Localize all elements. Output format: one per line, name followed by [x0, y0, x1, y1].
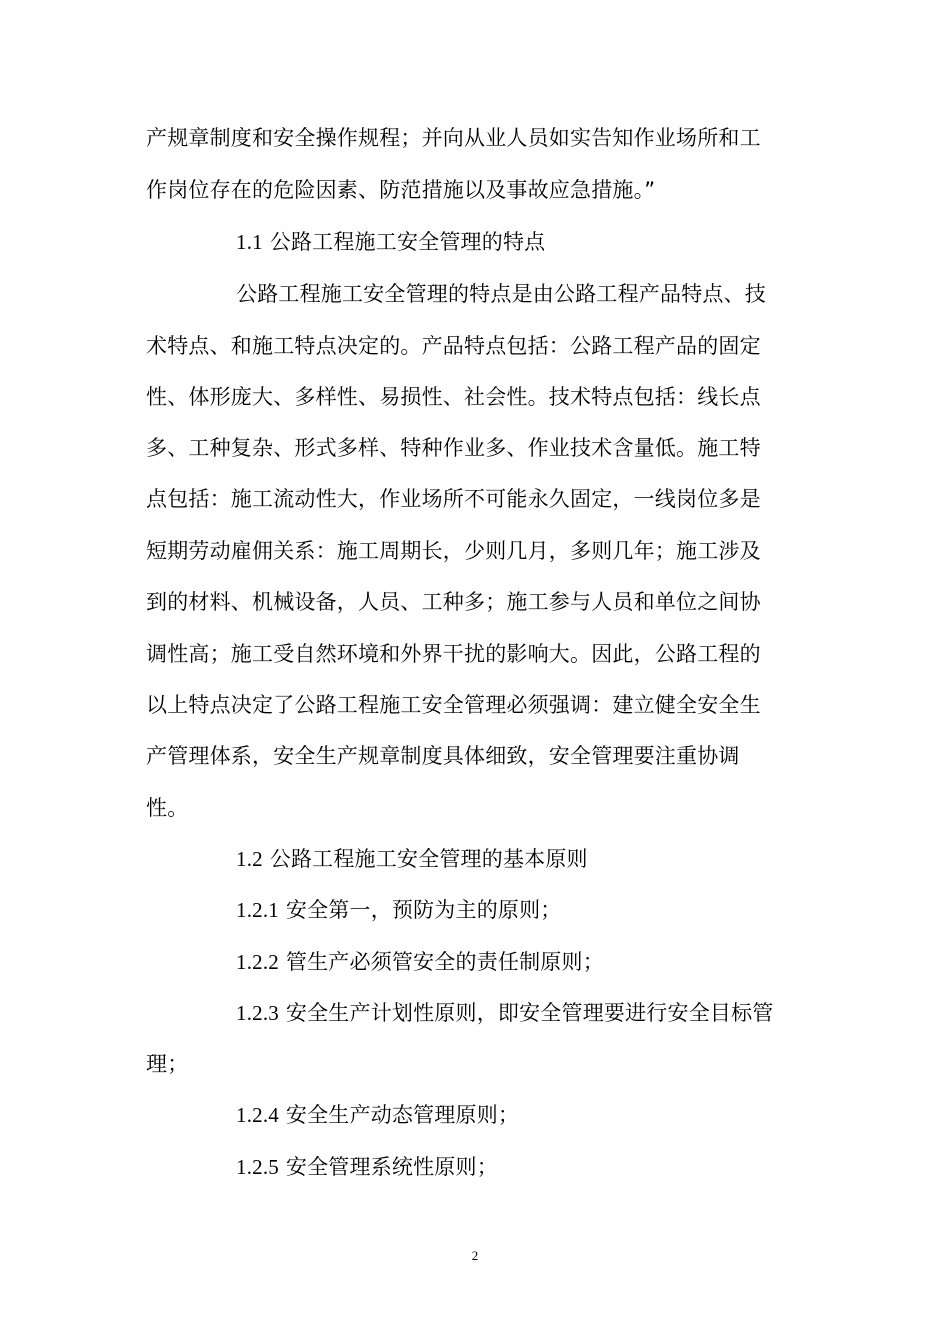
section-number: 1.1: [236, 230, 263, 254]
principle-text: 安全第一，预防为主的原则；: [285, 898, 562, 922]
page-number: 2: [471, 1248, 479, 1263]
section-number: 1.2.4: [236, 1103, 279, 1127]
principle-1-2-3: [236, 999, 774, 1027]
body-text-line: 短期劳动雇佣关系：施工周期长，少则几月，多则几年；施工涉及: [146, 539, 761, 563]
section-heading-1-1: [236, 228, 545, 256]
body-text-line: 点包括：施工流动性大，作业场所不可能永久固定，一线岗位多是: [146, 487, 761, 511]
principle-1-2-4: [236, 1101, 519, 1129]
body-text-line: 术特点、和施工特点决定的。产品特点包括：公路工程产品的固定: [146, 334, 761, 358]
principle-text: 安全生产动态管理原则；: [285, 1103, 520, 1127]
body-text-line: 性。: [146, 796, 189, 820]
body-text-line: 产规章制度和安全操作规程；并向从业人员如实告知作业场所和工: [146, 126, 761, 150]
principle-1-2-2: [236, 948, 604, 976]
body-text-line: 产管理体系，安全生产规章制度具体细致，安全管理要注重协调: [146, 744, 740, 768]
principle-text: 安全管理系统性原则；: [285, 1155, 498, 1179]
principle-1-2-1: [236, 896, 562, 924]
section-title: 公路工程施工安全管理的基本原则: [269, 847, 588, 871]
section-number: 1.2.2: [236, 950, 279, 974]
body-text-line: 公路工程施工安全管理的特点是由公路工程产品特点、技: [236, 282, 766, 306]
section-number: 1.2.3: [236, 1001, 279, 1025]
body-text-line: 作岗位存在的危险因素、防范措施以及事故应急措施。”: [146, 178, 656, 202]
body-text-line: 到的材料、机械设备，人员、工种多；施工参与人员和单位之间协: [146, 590, 761, 614]
section-heading-1-2: [236, 845, 588, 873]
principle-1-2-5: [236, 1153, 498, 1181]
body-text-line: 理；: [146, 1052, 189, 1076]
body-text-line: 以上特点决定了公路工程施工安全管理必须强调：建立健全安全生: [146, 693, 761, 717]
section-title: 公路工程施工安全管理的特点: [269, 230, 546, 254]
section-number: 1.2: [236, 847, 263, 871]
section-number: 1.2.1: [236, 898, 279, 922]
body-text-line: 性、体形庞大、多样性、易损性、社会性。技术特点包括：线长点: [146, 385, 761, 409]
section-number: 1.2.5: [236, 1155, 279, 1179]
principle-text: 管生产必须管安全的责任制原则；: [285, 950, 604, 974]
body-text-line: 调性高；施工受自然环境和外界干扰的影响大。因此，公路工程的: [146, 642, 761, 666]
principle-text: 安全生产计划性原则，即安全管理要进行安全目标管: [285, 1001, 774, 1025]
body-text-line: 多、工种复杂、形式多样、特种作业多、作业技术含量低。施工特: [146, 436, 761, 460]
